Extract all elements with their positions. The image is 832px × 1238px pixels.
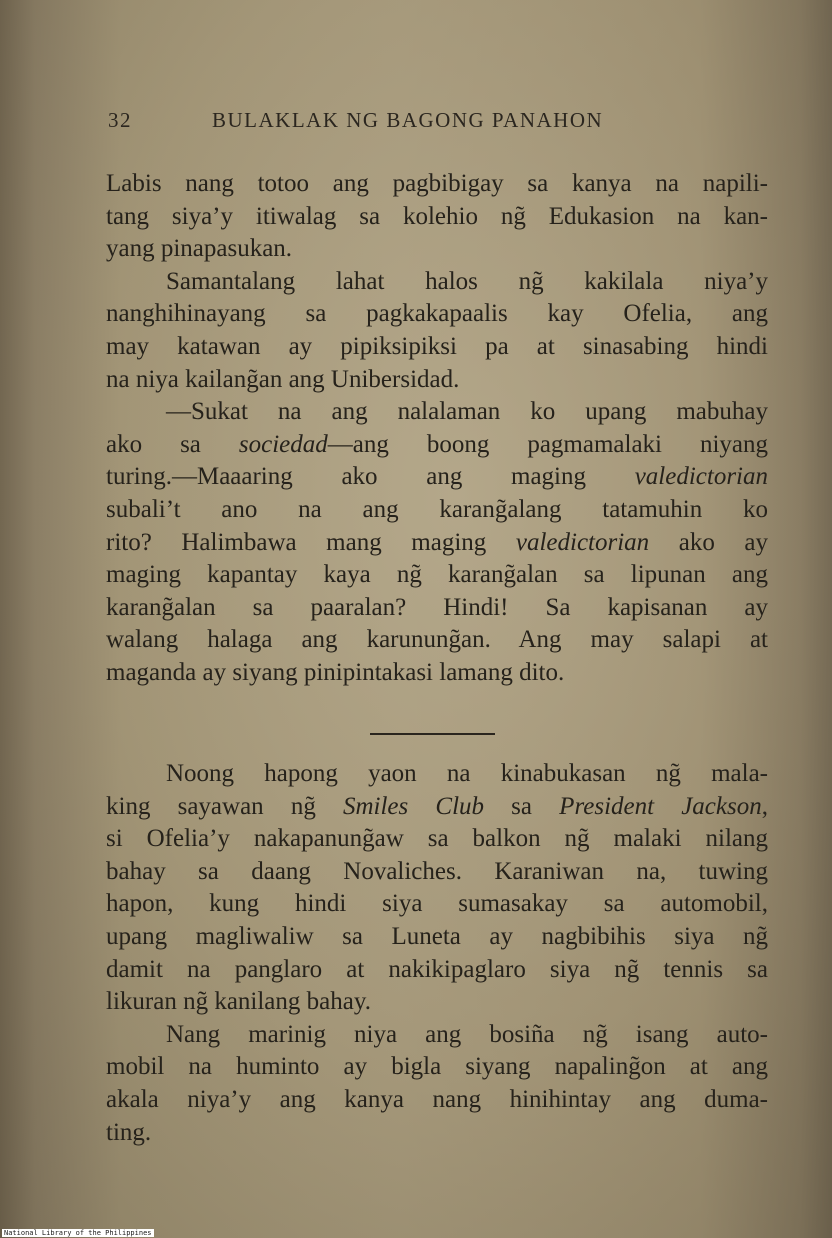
text-line: nanghihinayang sa pagkakapaalis kay Ofelia, ang — [106, 300, 768, 328]
text-line: Labis nang totoo ang pagbibigay sa kanya na napili- — [106, 170, 768, 197]
running-header — [108, 108, 668, 140]
text-line: damit na panglaro at nakikipaglaro siya ng̃ tennis sa — [106, 955, 768, 983]
text-line: rito? Halimbawa mang maging valedictorian ako ay — [106, 528, 768, 556]
section-divider — [370, 733, 495, 735]
text-line: subali’t ano na ang karang̃alang tatamuhin ko — [106, 495, 768, 523]
text-line: maganda ay siyang pinipintakasi lamang dito. — [106, 658, 565, 686]
text-line: Noong hapong yaon na kinabukasan ng̃ mala- — [166, 760, 768, 787]
text-line: Samantalang lahat halos ng̃ kakilala niya’y — [166, 267, 768, 295]
text-line: turing.—Maaaring ako ang maging valedictorian — [106, 463, 768, 491]
text-line: akala niya’y ang kanya nang hinihintay ang duma- — [106, 1085, 768, 1113]
library-credit: National Library of the Philippines — [4, 1229, 152, 1237]
text-line: ting. — [106, 1118, 152, 1146]
text-line: si Ofelia’y nakapanung̃aw sa balkon ng̃ malaki nilang — [106, 825, 768, 853]
text-line: hapon, kung hindi siya sumasakay sa automobil, — [106, 890, 768, 918]
text-line: Nang marinig niya ang bosiña ng̃ isang auto- — [166, 1020, 768, 1048]
text-line: maging kapantay kaya ng̃ karang̃alan sa lipunan ang — [106, 561, 768, 589]
text-line: ako sa sociedad—ang boong pagmamalaki niyang — [106, 430, 769, 458]
text-line: karang̃alan sa paaralan? Hindi! Sa kapisanan ay — [106, 593, 768, 621]
text-line: king sayawan ng̃ Smiles Club sa President Jackson, — [106, 792, 768, 820]
text-line: upang magliwaliw sa Luneta ay nagbibihis siya ng̃ — [106, 922, 768, 950]
text-line: yang pinapasukan. — [106, 235, 293, 263]
text-line: tang siya’y itiwalag sa kolehio ng̃ Edukasion na kan- — [106, 202, 768, 230]
text-line: —Sukat na ang nalalaman ko upang mabuhay — [166, 398, 768, 426]
page-number: 32 — [108, 108, 132, 132]
text-line: bahay sa daang Novaliches. Karaniwan na, tuwing — [106, 857, 768, 885]
text-section-2 — [106, 758, 768, 1149]
running-title: BULAKLAK NG BAGONG PANAHON — [212, 108, 604, 132]
text-line: walang halaga ang karunung̃an. Ang may salapi at — [106, 626, 768, 654]
text-line: may katawan ay pipiksipiksi pa at sinasabing hindi — [106, 332, 768, 360]
text-section-1 — [106, 168, 768, 690]
text-line: mobil na huminto ay bigla siyang napaling̃on at ang — [106, 1053, 768, 1081]
text-line: na niya kailang̃an ang Unibersidad. — [106, 365, 460, 393]
text-line: likuran ng̃ kanilang bahay. — [106, 988, 371, 1016]
